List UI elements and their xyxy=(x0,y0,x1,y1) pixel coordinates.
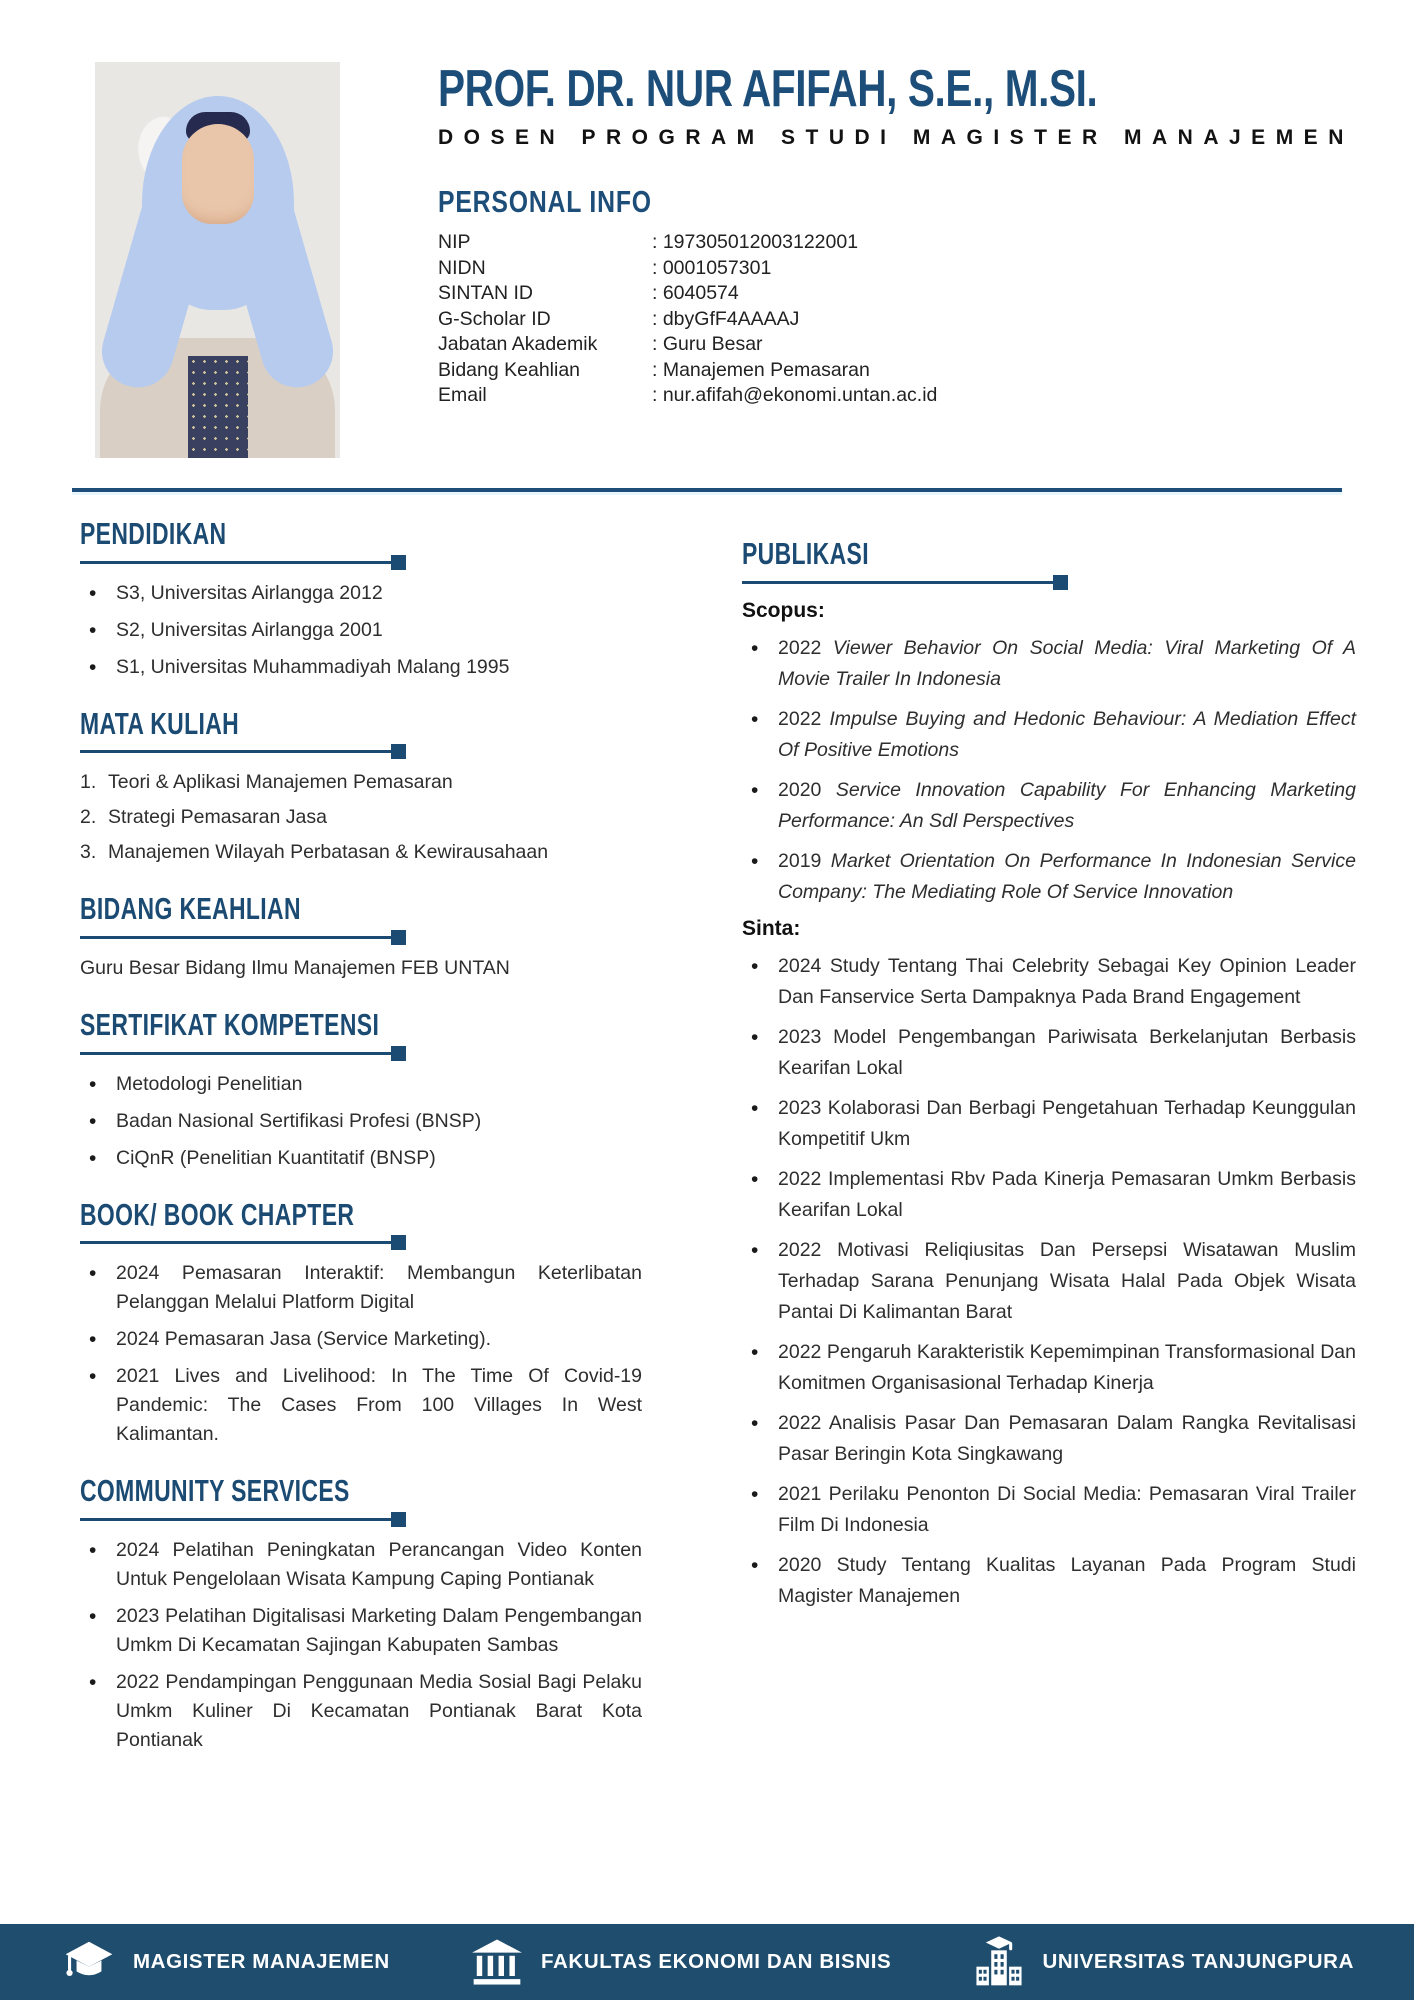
personal-info-row xyxy=(438,358,1356,384)
header xyxy=(0,0,1414,458)
publication-title: Viewer Behavior On Social Media: Viral Marketing Of A Movie Trailer In Indonesia xyxy=(778,636,1356,690)
personal-info-list xyxy=(438,230,1356,409)
publication-title: Analisis Pasar Dan Pemasaran Dalam Rangka Revitalisasi Pasar Beringin Kota Singkawang xyxy=(778,1411,1356,1465)
publication-item xyxy=(742,1408,1356,1470)
bullet-list xyxy=(80,1536,642,1755)
profile-photo xyxy=(95,62,340,458)
bank-icon xyxy=(468,1933,526,1991)
list-item xyxy=(80,768,642,797)
left-column xyxy=(80,516,642,1924)
item-text: Teori & Aplikasi Manajemen Pemasaran xyxy=(108,771,453,794)
photo-shirt xyxy=(188,356,248,458)
list-item: • 2022 Pendampingan Penggunaan Media Sosial Bagi Pelaku Umkm Kuliner Di Kecamatan Pontianak Barat Kota Pontianak xyxy=(80,1668,642,1755)
personal-info-label: SINTAN ID xyxy=(438,282,533,305)
personal-info-label: G-Scholar ID xyxy=(438,307,551,330)
publication-year: 2022 xyxy=(778,1411,822,1434)
personal-info-label: Email xyxy=(438,384,487,407)
personal-info-title-text: PERSONAL INFO xyxy=(438,184,652,220)
publication-item xyxy=(742,1093,1356,1155)
publication-title: Study Tentang Kualitas Layanan Pada Program Studi Magister Manajemen xyxy=(778,1553,1356,1607)
publication-year: 2024 xyxy=(778,954,822,977)
section-title-text: BIDANG KEAHLIAN xyxy=(80,891,301,927)
publication-year: 2023 xyxy=(778,1025,822,1048)
section-title-publikasi xyxy=(742,536,1356,572)
list-item: • Badan Nasional Sertifikasi Profesi (BNSP) xyxy=(80,1107,642,1136)
publication-title: Model Pengembangan Pariwisata Berkelanjutan Berbasis Kearifan Lokal xyxy=(778,1025,1356,1079)
publication-title: Study Tentang Thai Celebrity Sebagai Key Opinion Leader Dan Fanservice Serta Dampaknya Pada Brand Engagement xyxy=(778,954,1356,1008)
right-column xyxy=(742,516,1356,1924)
item-number: 3. xyxy=(80,841,97,864)
footer-item xyxy=(60,1933,390,1991)
publication-year: 2022 xyxy=(778,1167,822,1190)
bullet-list xyxy=(80,1070,642,1173)
section-mata-kuliah xyxy=(80,706,642,868)
personal-info-label: NIP xyxy=(438,231,471,254)
section-book-book-chapter xyxy=(80,1197,642,1450)
item-text: Manajemen Wilayah Perbatasan & Kewirausahaan xyxy=(108,841,549,864)
publication-item xyxy=(742,1550,1356,1612)
section-title-text: COMMUNITY SERVICES xyxy=(80,1473,350,1509)
personal-info-row xyxy=(438,332,1356,358)
list-item: • S3, Universitas Airlangga 2012 xyxy=(80,579,642,608)
header-text xyxy=(438,62,1356,458)
publication-year: 2022 xyxy=(778,1238,822,1261)
section-rule xyxy=(80,1518,402,1521)
personal-info-row xyxy=(438,383,1356,409)
footer-item-label: FAKULTAS EKONOMI DAN BISNIS xyxy=(541,1950,892,1973)
publication-item xyxy=(742,1164,1356,1226)
publication-year: 2022 xyxy=(778,1340,822,1363)
personal-info-value: : 6040574 xyxy=(652,282,739,305)
publication-title: Motivasi Reliqiusitas Dan Persepsi Wisatawan Muslim Terhadap Sarana Penunjang Wisata Halal Pada Objek Wisata Pantai Di Kalimantan Barat xyxy=(778,1238,1356,1323)
list-item: • CiQnR (Penelitian Kuantitatif (BNSP) xyxy=(80,1144,642,1173)
page-title-text: PROF. DR. NUR AFIFAH, S.E., M.SI. xyxy=(438,60,1098,118)
section-rule xyxy=(742,581,1064,584)
subtitle: DOSEN PROGRAM STUDI MAGISTER MANAJEMEN xyxy=(438,126,1354,150)
publication-title: Impulse Buying and Hedonic Behaviour: A Mediation Effect Of Positive Emotions xyxy=(778,707,1356,761)
publication-year: 2021 xyxy=(778,1482,822,1505)
footer-item xyxy=(468,1933,891,1991)
section-community-services xyxy=(80,1473,642,1755)
section-title xyxy=(80,1473,642,1509)
footer-bar xyxy=(0,1924,1414,2000)
list-item: • S1, Universitas Muhammadiyah Malang 1995 xyxy=(80,653,642,682)
photo-face xyxy=(182,124,254,224)
personal-info-row xyxy=(438,256,1356,282)
publication-title: Pengaruh Karakteristik Kepemimpinan Transformasional Dan Komitmen Organisasional Terhadap Kinerja xyxy=(778,1340,1356,1394)
personal-info-value: : dbyGfF4AAAAJ xyxy=(652,307,800,330)
publication-item xyxy=(742,1235,1356,1328)
item-text: Strategi Pemasaran Jasa xyxy=(108,806,327,829)
list-item: • 2024 Pemasaran Jasa (Service Marketing). xyxy=(80,1325,642,1354)
numbered-list xyxy=(80,768,642,867)
publication-item xyxy=(742,775,1356,837)
list-item xyxy=(80,838,642,867)
list-item: • 2023 Pelatihan Digitalisasi Marketing Dalam Pengembangan Umkm Di Kecamatan Sajingan Kabupaten Sambas xyxy=(80,1602,642,1660)
publication-list xyxy=(742,951,1356,1612)
personal-info-row xyxy=(438,230,1356,256)
list-item: • 2021 Lives and Livelihood: In The Time Of Covid-19 Pandemic: The Cases From 100 Villages In West Kalimantan. xyxy=(80,1362,642,1449)
footer-item xyxy=(970,1933,1354,1991)
content-columns xyxy=(0,492,1414,1924)
section-bidang-keahlian xyxy=(80,891,642,983)
section-title xyxy=(80,891,642,927)
list-item: • 2024 Pelatihan Peningkatan Perancangan Video Konten Untuk Pengelolaan Wisata Kampung Caping Pontianak xyxy=(80,1536,642,1594)
personal-info-row xyxy=(438,281,1356,307)
publication-year: 2019 xyxy=(778,849,822,872)
publication-title: Market Orientation On Performance In Indonesian Service Company: The Mediating Role Of Service Innovation xyxy=(778,849,1356,903)
publication-title: Kolaborasi Dan Berbagi Pengetahuan Terhadap Keunggulan Kompetitif Ukm xyxy=(778,1096,1356,1150)
personal-info-label: NIDN xyxy=(438,256,486,279)
personal-info-value: : 197305012003122001 xyxy=(652,231,859,254)
personal-info-value: : Guru Besar xyxy=(652,333,763,356)
publication-item xyxy=(742,846,1356,908)
section-title xyxy=(80,1197,642,1233)
publication-title: Service Innovation Capability For Enhancing Marketing Performance: An Sdl Perspectives xyxy=(778,778,1356,832)
section-rule xyxy=(80,1052,402,1055)
page-title xyxy=(438,62,1356,116)
item-number: 2. xyxy=(80,806,97,829)
publication-item xyxy=(742,951,1356,1013)
publication-item xyxy=(742,1022,1356,1084)
list-item: • Metodologi Penelitian xyxy=(80,1070,642,1099)
list-item: • S2, Universitas Airlangga 2001 xyxy=(80,616,642,645)
publication-groups xyxy=(742,599,1356,1612)
section-rule xyxy=(80,1241,402,1244)
personal-info-value: : 0001057301 xyxy=(652,256,772,279)
publication-list xyxy=(742,633,1356,908)
publication-title: Perilaku Penonton Di Social Media: Pemasaran Viral Trailer Film Di Indonesia xyxy=(778,1482,1356,1536)
personal-info-title xyxy=(438,184,1356,220)
publication-year: 2023 xyxy=(778,1096,822,1119)
section-title xyxy=(80,706,642,742)
publication-title: Implementasi Rbv Pada Kinerja Pemasaran Umkm Berbasis Kearifan Lokal xyxy=(778,1167,1356,1221)
personal-info-value: : Manajemen Pemasaran xyxy=(652,358,870,381)
section-rule xyxy=(80,750,402,753)
publication-item xyxy=(742,1479,1356,1541)
section-title-text: PENDIDIKAN xyxy=(80,516,227,551)
footer-item-label: UNIVERSITAS TANJUNGPURA xyxy=(1042,1950,1354,1973)
publication-year: 2020 xyxy=(778,778,822,801)
section-title-text: MATA KULIAH xyxy=(80,705,240,741)
publication-year: 2020 xyxy=(778,1553,822,1576)
publication-year: 2022 xyxy=(778,707,822,730)
section-title xyxy=(80,516,642,552)
bullet-list xyxy=(80,579,642,682)
list-item xyxy=(80,803,642,832)
graduation-cap-icon xyxy=(60,1933,118,1991)
list-item: • 2024 Pemasaran Interaktif: Membangun Keterlibatan Pelanggan Melalui Platform Digital xyxy=(80,1259,642,1317)
section-title-text: SERTIFIKAT KOMPETENSI xyxy=(80,1006,380,1042)
personal-info-row xyxy=(438,307,1356,333)
publication-item xyxy=(742,704,1356,766)
publication-year: 2022 xyxy=(778,636,822,659)
section-sertifikat-kompetensi xyxy=(80,1007,642,1173)
personal-info-value: : nur.afifah@ekonomi.untan.ac.id xyxy=(652,384,938,407)
section-title-text: BOOK/ BOOK CHAPTER xyxy=(80,1196,355,1232)
publication-group-label: Scopus: xyxy=(742,598,825,622)
section-title xyxy=(80,1007,642,1043)
university-building-icon xyxy=(970,1933,1028,1991)
item-number: 1. xyxy=(80,771,97,794)
personal-info-label: Bidang Keahlian xyxy=(438,358,581,381)
publication-item xyxy=(742,633,1356,695)
section-text: Guru Besar Bidang Ilmu Manajemen FEB UNTAN xyxy=(80,956,510,979)
publication-group-label: Sinta: xyxy=(742,916,801,940)
section-rule xyxy=(80,561,402,564)
section-title-text: PUBLIKASI xyxy=(742,536,869,571)
personal-info-label: Jabatan Akademik xyxy=(438,333,598,356)
bullet-list xyxy=(80,1259,642,1449)
footer-item-label: MAGISTER MANAJEMEN xyxy=(133,1950,390,1973)
section-rule xyxy=(80,936,402,939)
publication-item xyxy=(742,1337,1356,1399)
section-pendidikan xyxy=(80,516,642,682)
